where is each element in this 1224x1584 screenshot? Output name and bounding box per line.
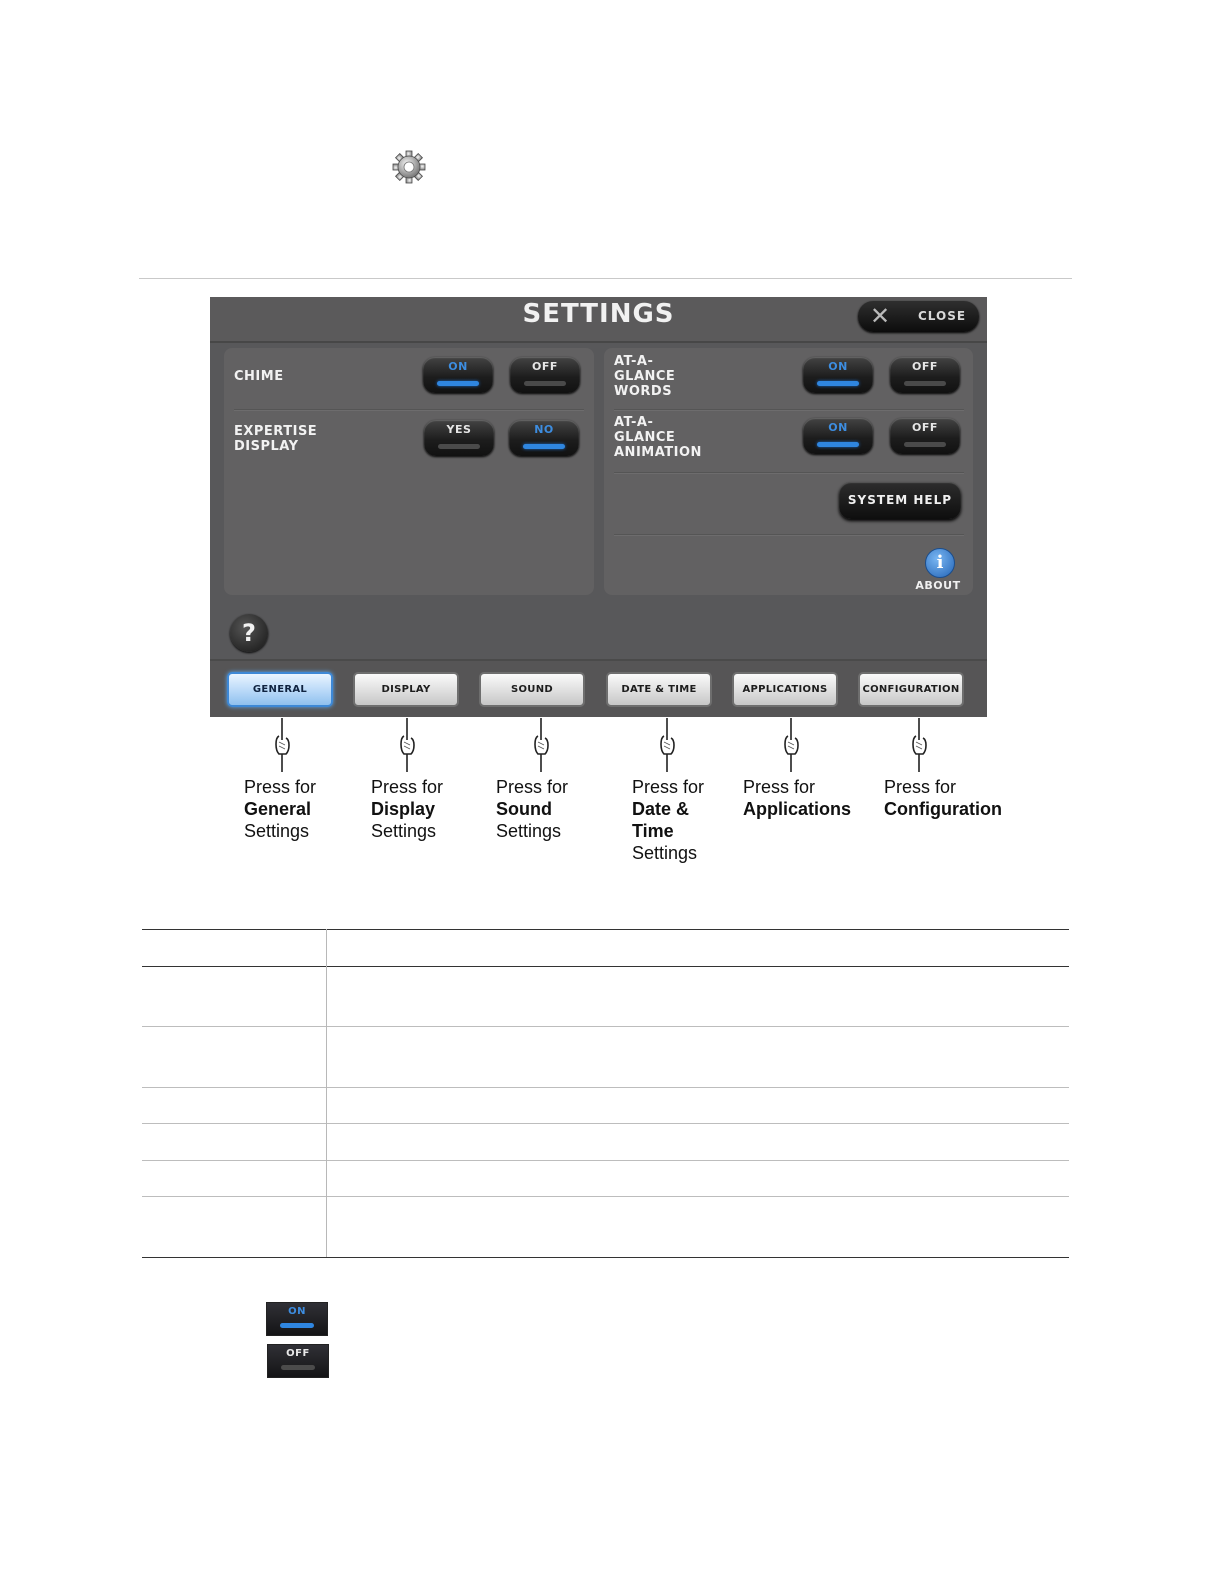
tab-display[interactable]: DISPLAY <box>353 672 459 707</box>
caption-display: Press for Display Settings <box>371 777 444 841</box>
close-icon: ✕ <box>869 302 891 330</box>
at-a-glance-words-label: AT-A-GLANCE WORDS <box>614 354 676 399</box>
table-rule <box>142 966 1069 967</box>
pointing-hand-icon <box>270 716 294 774</box>
row-divider <box>614 534 964 536</box>
caption-sound: Press for Sound Settings <box>496 777 569 841</box>
at-a-glance-animation-label: AT-A-GLANCE ANIMATION <box>614 415 702 460</box>
table-rule <box>142 1087 1069 1088</box>
section-divider <box>139 278 1072 279</box>
help-question-icon[interactable]: ? <box>230 614 268 652</box>
chime-label: CHIME <box>234 369 284 384</box>
table-rule <box>142 929 1069 930</box>
row-divider <box>614 472 964 474</box>
expertise-yes-button[interactable]: YES <box>424 420 494 456</box>
pointing-hand-icon <box>779 716 803 774</box>
settings-description-table <box>142 929 1069 1258</box>
table-column-divider <box>326 929 327 1257</box>
settings-header <box>210 297 987 343</box>
on-button-icon: ON <box>266 1302 328 1336</box>
row-divider <box>614 409 964 411</box>
pointing-hand-icon <box>655 716 679 774</box>
settings-tab-bar <box>210 659 987 717</box>
pointing-hand-icon <box>395 716 419 774</box>
settings-screen <box>210 297 987 717</box>
glance-animation-off-button[interactable]: OFF <box>890 418 960 454</box>
row-divider <box>234 409 584 411</box>
system-help-button[interactable]: SYSTEM HELP <box>839 482 961 519</box>
general-right-panel <box>604 348 973 595</box>
tab-sound[interactable]: SOUND <box>479 672 585 707</box>
about-label[interactable]: ABOUT <box>915 579 961 592</box>
tab-general[interactable]: GENERAL <box>227 672 333 707</box>
pointing-hand-icon <box>529 716 553 774</box>
close-label: CLOSE <box>918 309 967 323</box>
chime-off-button[interactable]: OFF <box>510 357 580 393</box>
caption-configuration: Press for Configuration <box>884 777 1002 819</box>
chime-on-button[interactable]: ON <box>423 357 493 393</box>
tab-date-time[interactable]: DATE & TIME <box>606 672 712 707</box>
general-left-panel <box>224 348 594 595</box>
expertise-display-label: EXPERTISE DISPLAY <box>234 424 318 454</box>
tab-applications[interactable]: APPLICATIONS <box>732 672 838 707</box>
close-button[interactable] <box>858 301 979 332</box>
caption-general: Press for General Settings <box>244 777 317 841</box>
off-button-icon: OFF <box>267 1344 329 1378</box>
tab-configuration[interactable]: CONFIGURATION <box>858 672 964 707</box>
table-rule <box>142 1257 1069 1258</box>
table-rule <box>142 1123 1069 1124</box>
glance-words-on-button[interactable]: ON <box>803 357 873 393</box>
settings-title: SETTINGS <box>522 299 675 329</box>
gear-icon <box>392 150 426 184</box>
caption-applications: Press for Applications <box>743 777 852 819</box>
about-info-icon[interactable]: i <box>925 548 955 578</box>
glance-words-off-button[interactable]: OFF <box>890 357 960 393</box>
pointing-hand-icon <box>907 716 931 774</box>
glance-animation-on-button[interactable]: ON <box>803 418 873 454</box>
table-rule <box>142 1026 1069 1027</box>
table-rule <box>142 1196 1069 1197</box>
table-rule <box>142 1160 1069 1161</box>
caption-date-time: Press for Date & Time Settings <box>632 777 705 863</box>
expertise-no-button[interactable]: NO <box>509 420 579 456</box>
